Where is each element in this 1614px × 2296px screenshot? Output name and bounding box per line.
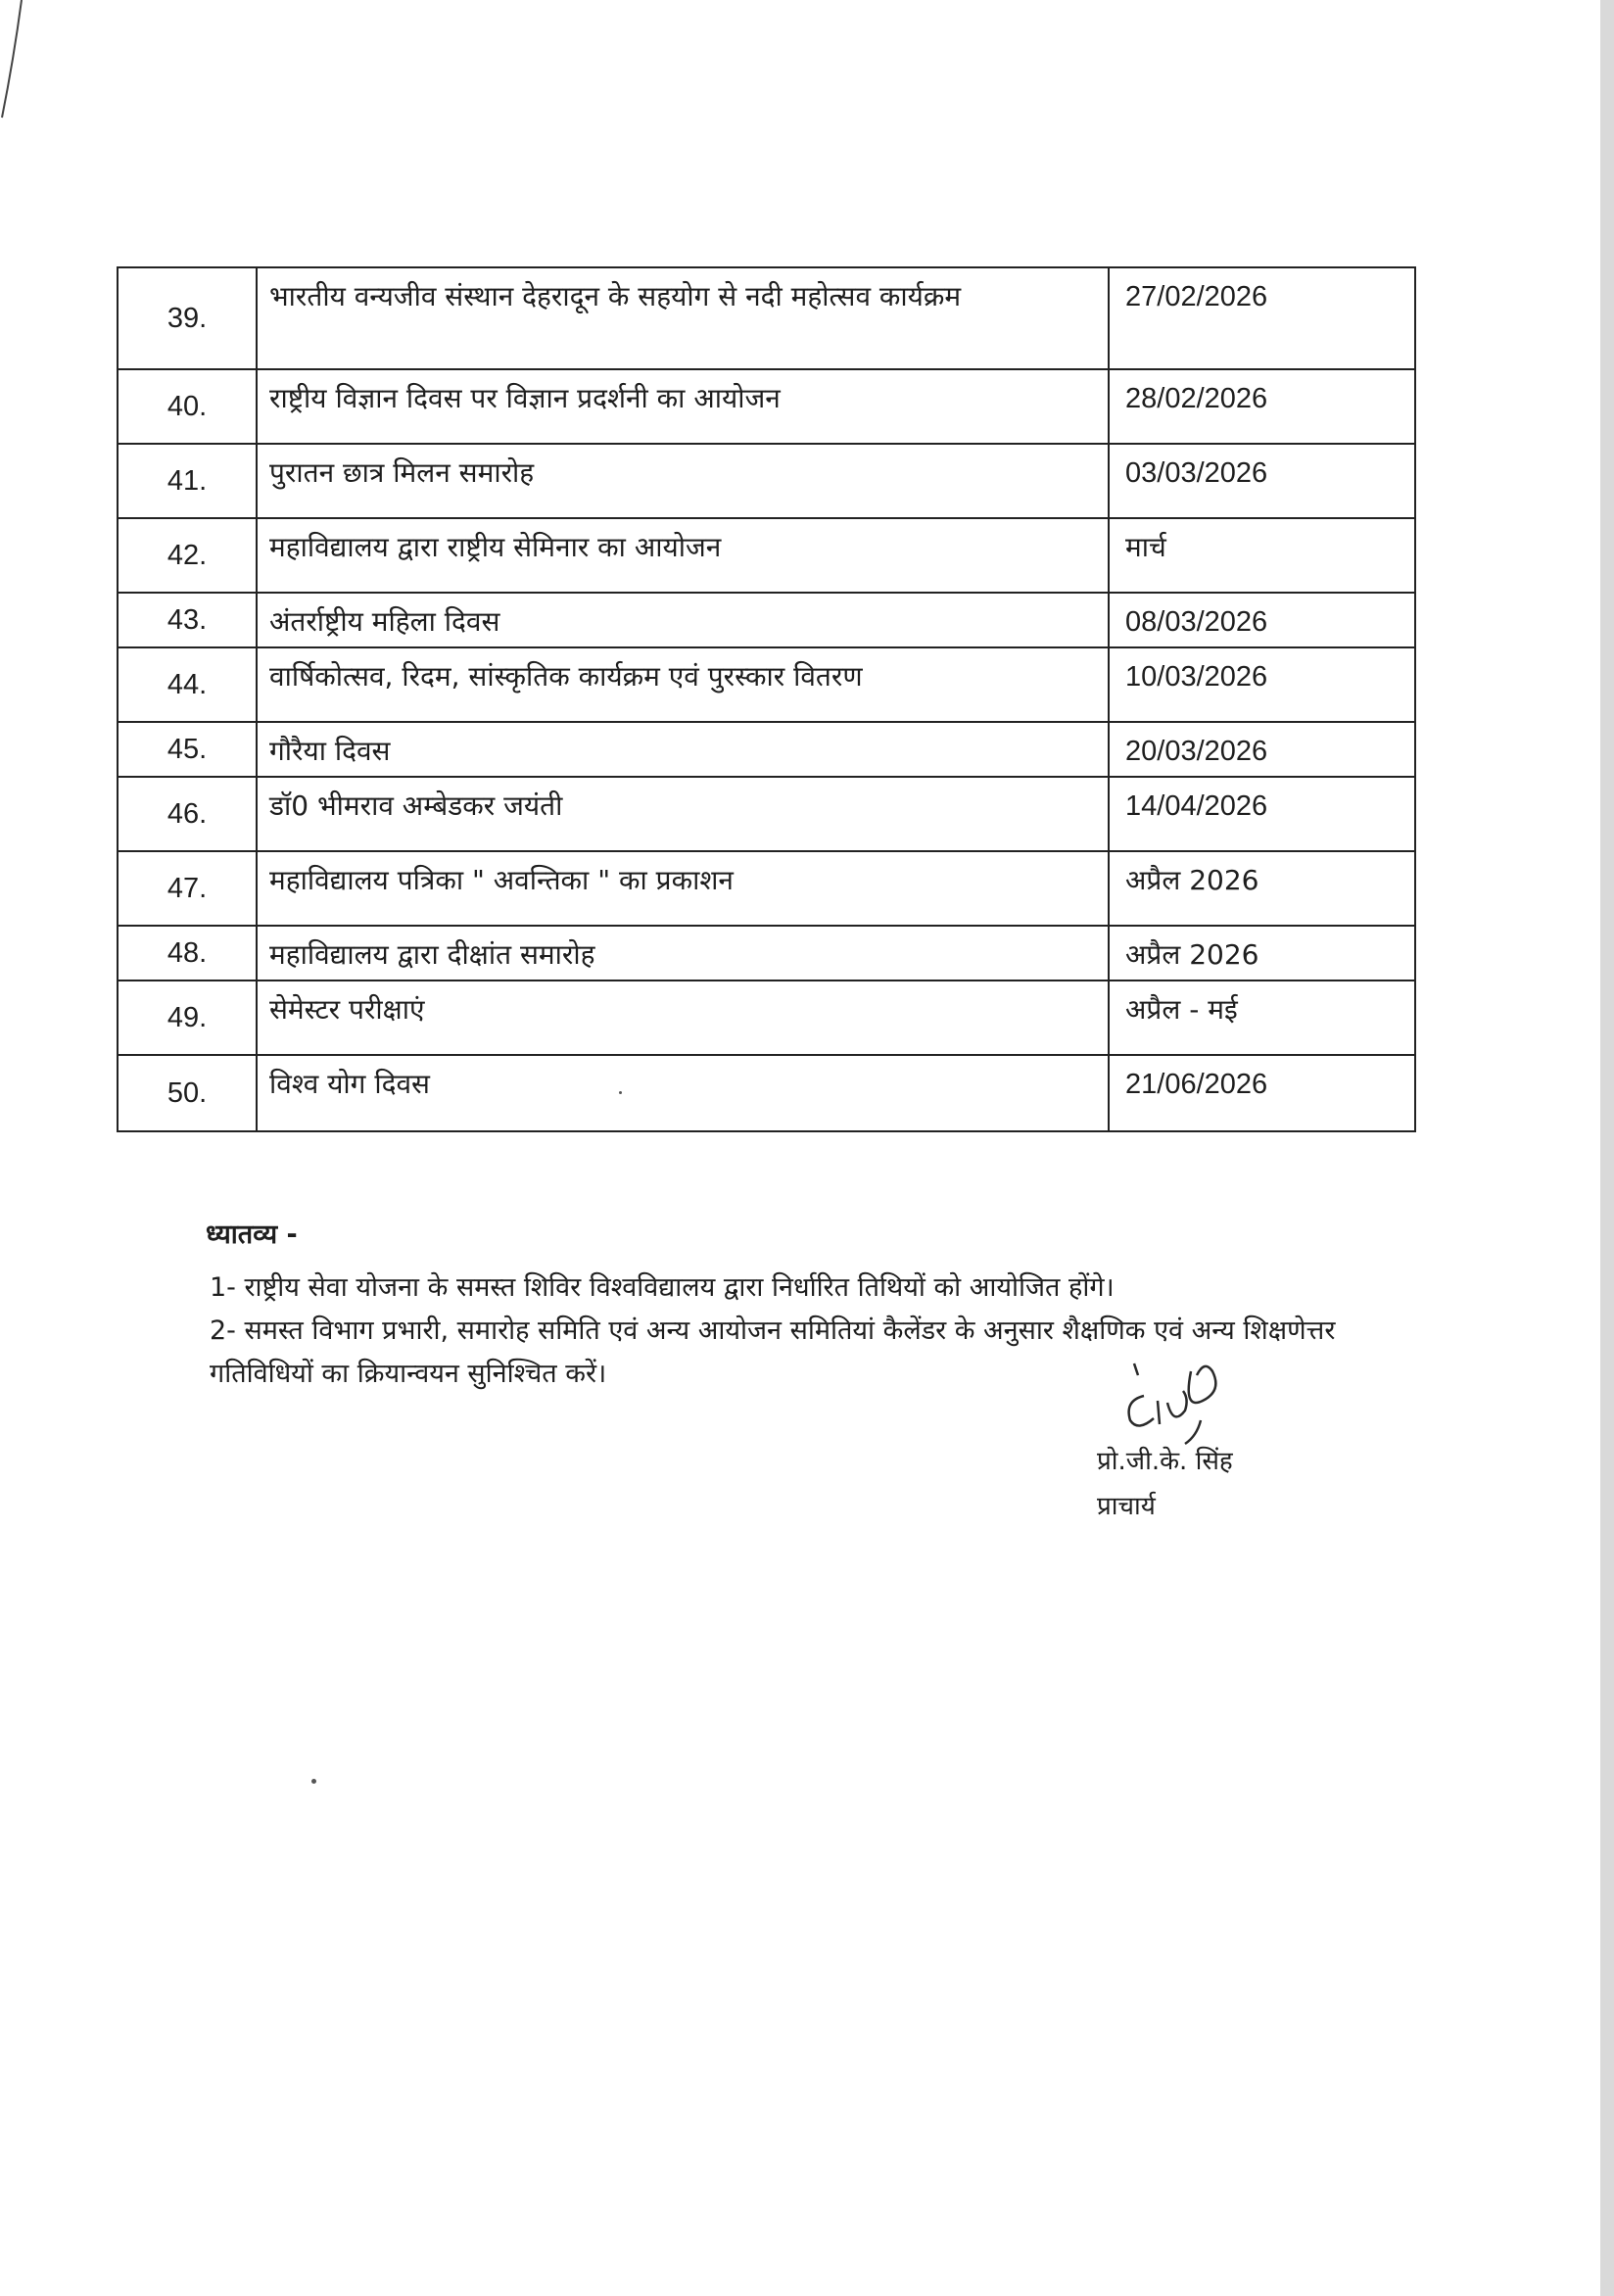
event-date: 10/03/2026 [1109,647,1415,722]
event-date: अप्रैल 2026 [1109,926,1415,981]
event-name: गौरैया दिवस [257,722,1109,777]
event-date: 03/03/2026 [1109,444,1415,518]
signatory-name: प्रो.जी.के. सिंह [1097,1447,1233,1476]
event-name: विश्व योग दिवस [257,1055,1109,1131]
table-row [118,647,1415,722]
event-date: 14/04/2026 [1109,777,1415,851]
serial-number: 50. [118,1055,257,1131]
event-date: 08/03/2026 [1109,593,1415,647]
serial-number: 43. [118,593,257,647]
calendar-table [117,266,1416,1132]
event-name: महाविद्यालय पत्रिका " अवन्तिका " का प्रकाशन [257,851,1109,926]
signatory-designation: प्राचार्य [1097,1492,1156,1521]
table-row [118,518,1415,593]
serial-number: 44. [118,647,257,722]
serial-number: 40. [118,369,257,444]
event-name: डॉ0 भीमराव अम्बेडकर जयंती [257,777,1109,851]
table-row [118,267,1415,369]
serial-number: 39. [118,267,257,369]
serial-number: 46. [118,777,257,851]
event-date: 20/03/2026 [1109,722,1415,777]
event-name: सेमेस्टर परीक्षाएं [257,981,1109,1055]
event-date: 21/06/2026 [1109,1055,1415,1131]
scan-speck [619,1091,622,1094]
serial-number: 42. [118,518,257,593]
handwritten-signature [1095,1342,1252,1450]
serial-number: 45. [118,722,257,777]
event-name: अंतर्राष्ट्रीय महिला दिवस [257,593,1109,647]
event-name: पुरातन छात्र मिलन समारोह [257,444,1109,518]
serial-number: 48. [118,926,257,981]
event-date: अप्रैल 2026 [1109,851,1415,926]
event-date: मार्च [1109,518,1415,593]
serial-number: 41. [118,444,257,518]
table-row [118,369,1415,444]
table-row [118,722,1415,777]
serial-number: 49. [118,981,257,1055]
table-row [118,593,1415,647]
table-row [118,926,1415,981]
event-name: राष्ट्रीय विज्ञान दिवस पर विज्ञान प्रदर्शनी का आयोजन [257,369,1109,444]
scan-speck [311,1779,316,1784]
note-item: 1- राष्ट्रीय सेवा योजना के समस्त शिविर विश्वविद्यालय द्वारा निर्धारित तिथियों को आयोजित होंगे। [210,1272,1115,1303]
table-row [118,851,1415,926]
notes-heading: ध्यातव्य - [206,1220,298,1250]
event-name: भारतीय वन्यजीव संस्थान देहरादून के सहयोग से नदी महोत्सव कार्यक्रम [257,267,1109,369]
note-item: 2- समस्त विभाग प्रभारी, समारोह समिति एवं अन्य आयोजन समितियां कैलेंडर के अनुसार शैक्षणिक एवं अन्य शिक्षणेत्तर गतिविधियों का क्रियान्वयन सुनिश्चित करें। [210,1315,1336,1389]
event-name: महाविद्यालय द्वारा दीक्षांत समारोह [257,926,1109,981]
event-name: वार्षिकोत्सव, रिदम, सांस्कृतिक कार्यक्रम एवं पुरस्कार वितरण [257,647,1109,722]
table-row [118,444,1415,518]
table-row [118,1055,1415,1131]
scan-edge-mark [0,0,59,127]
table-row [118,777,1415,851]
event-date: 28/02/2026 [1109,369,1415,444]
event-name: महाविद्यालय द्वारा राष्ट्रीय सेमिनार का आयोजन [257,518,1109,593]
event-date: अप्रैल - मई [1109,981,1415,1055]
event-date: 27/02/2026 [1109,267,1415,369]
serial-number: 47. [118,851,257,926]
page-edge-shadow [1600,0,1614,2296]
table-row [118,981,1415,1055]
